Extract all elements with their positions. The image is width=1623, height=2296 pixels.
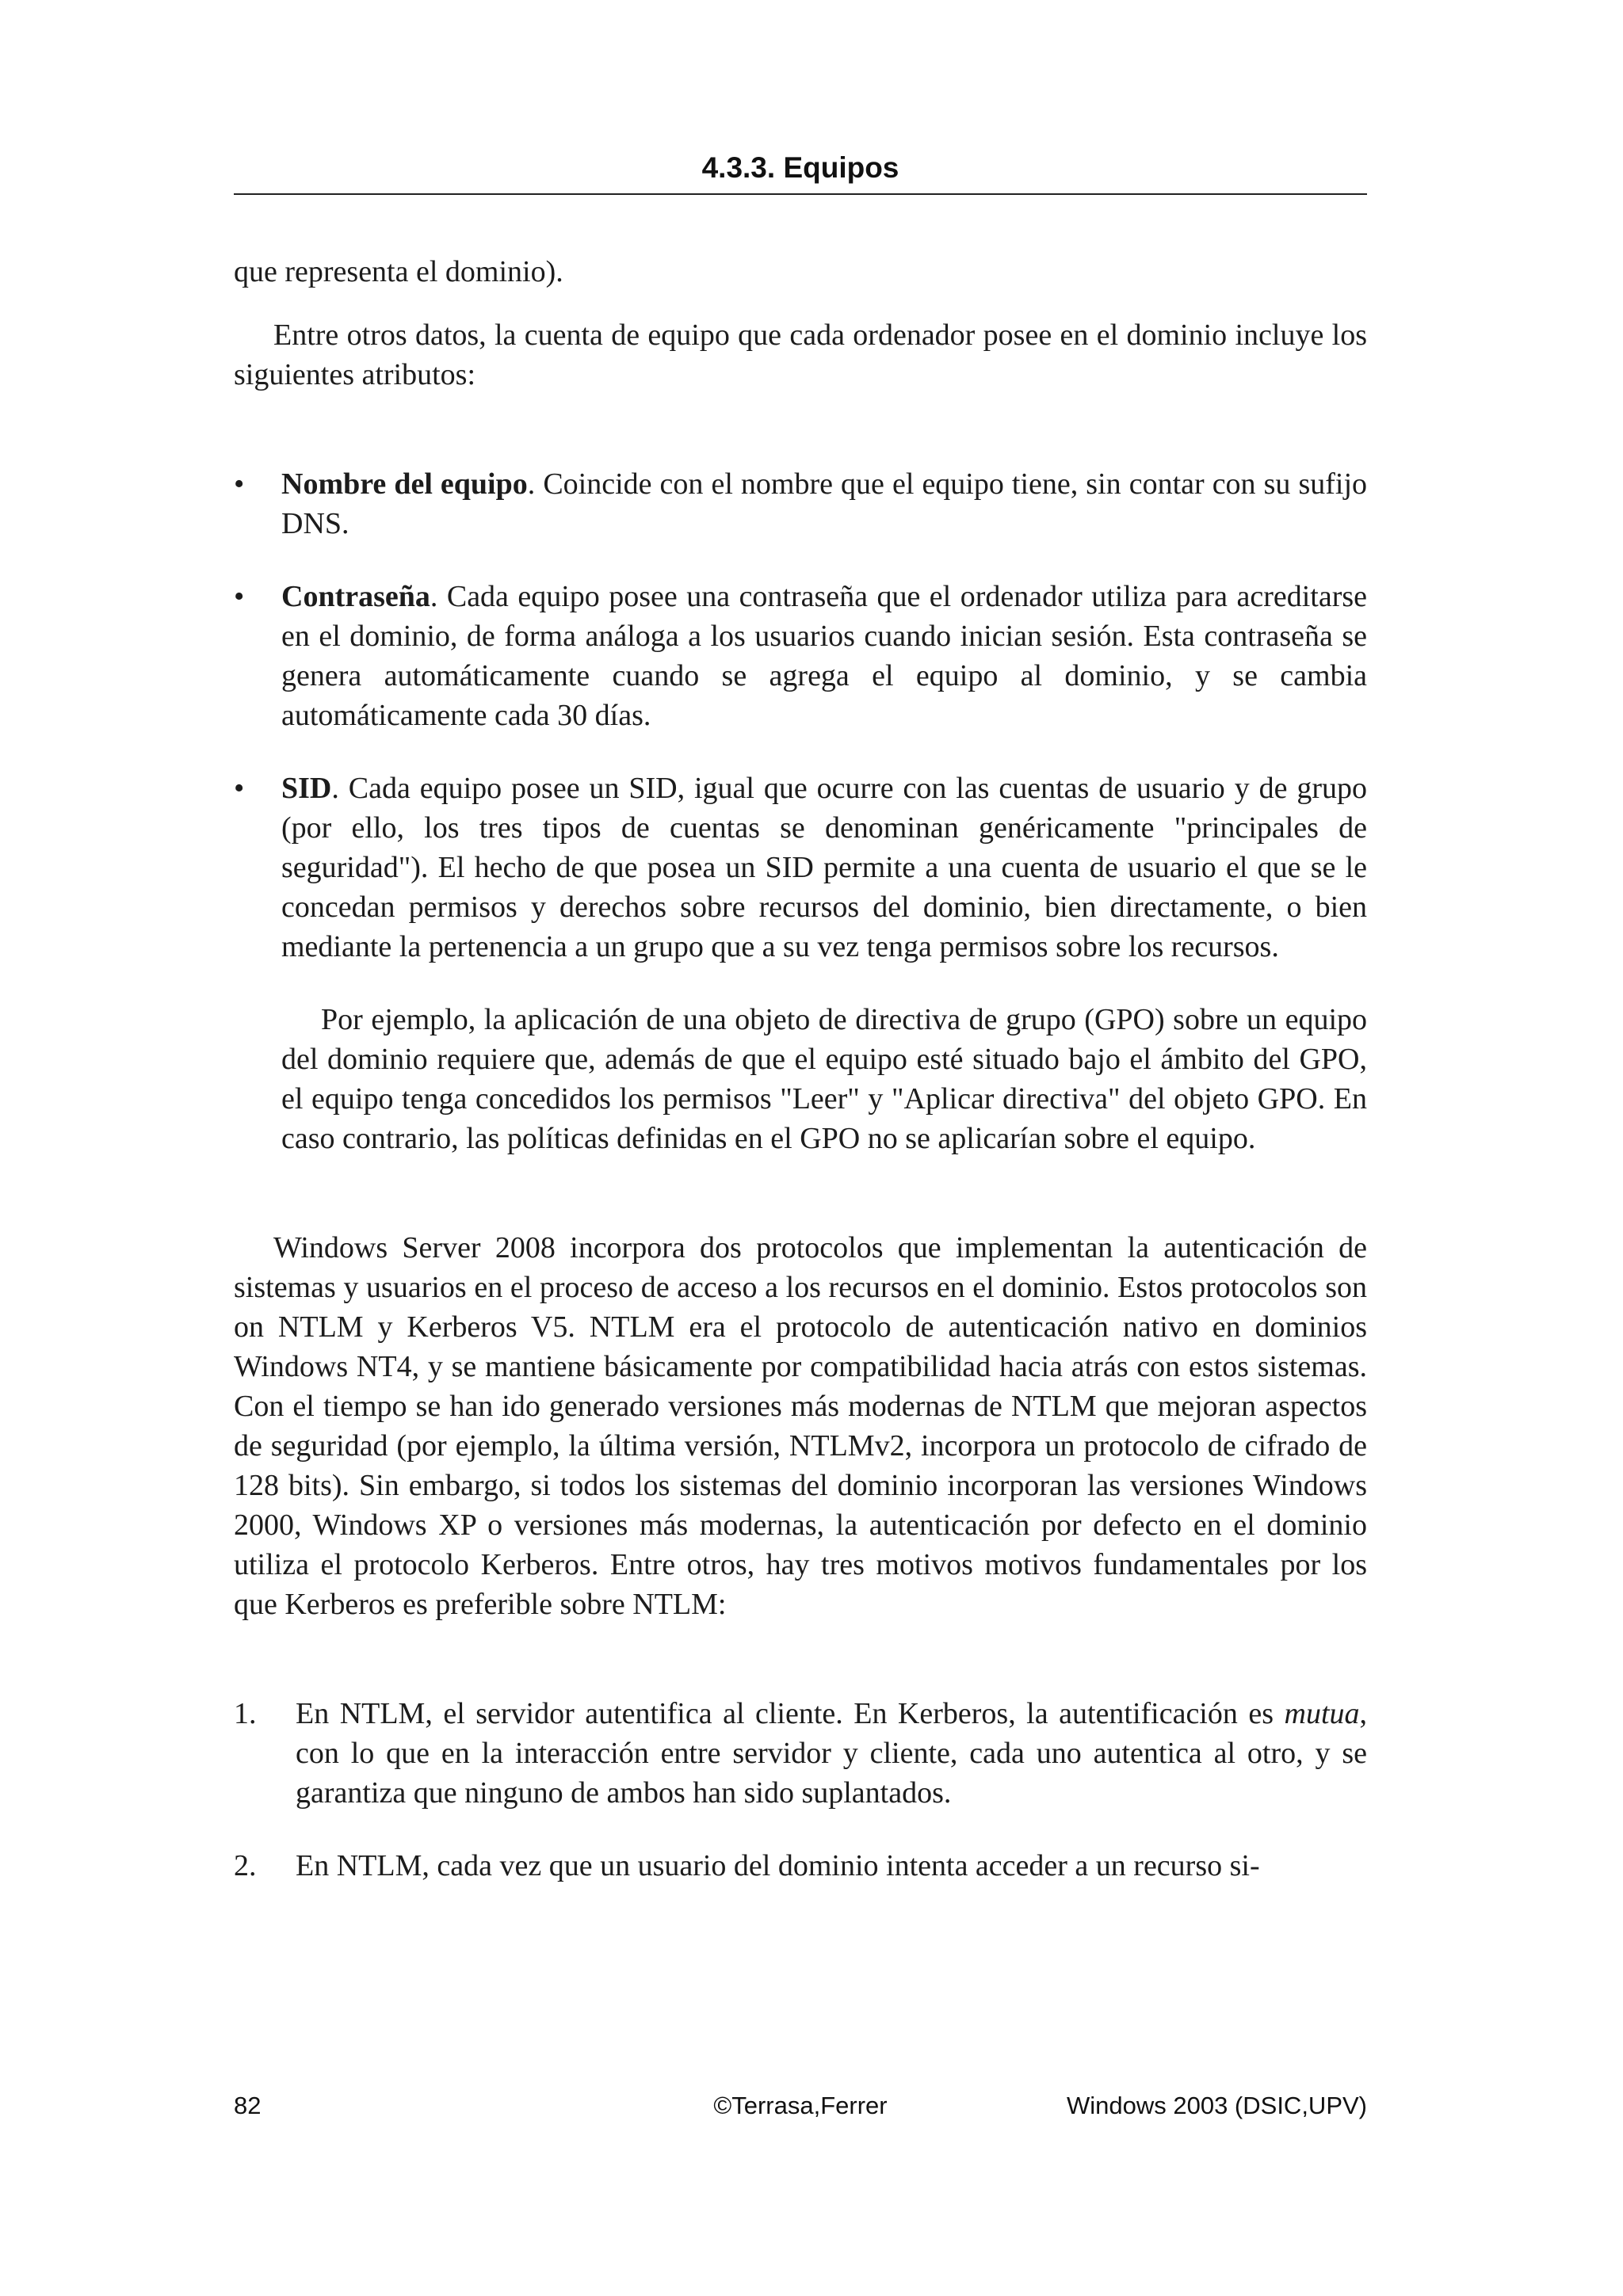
page-footer bbox=[234, 2088, 1367, 2123]
header-rule bbox=[234, 193, 1367, 195]
bullet-nombre-equipo bbox=[234, 464, 1367, 543]
bullet-sid bbox=[234, 769, 1367, 967]
bullet-icon: • bbox=[234, 580, 245, 613]
item-emphasis: mutua bbox=[1284, 1697, 1360, 1730]
item-text: , con lo que en la interacción entre servidor y cliente, cada uno autentica al otro, y se garantiza que ninguno de ambos han sido suplantados. bbox=[296, 1697, 1367, 1810]
page-number: 82 bbox=[234, 2092, 262, 2119]
footer-book-title: Windows 2003 (DSIC,UPV) bbox=[1066, 2092, 1367, 2119]
bullet-term: SID bbox=[281, 772, 332, 805]
section-title: 4.3.3. Equipos bbox=[701, 151, 899, 184]
footer-copyright: ©Terrasa,Ferrer bbox=[713, 2092, 888, 2119]
bullet-term: Nombre del equipo bbox=[281, 467, 528, 501]
numbered-item-1 bbox=[234, 1694, 1367, 1813]
bullet-icon: • bbox=[234, 772, 245, 805]
item-text: En NTLM, cada vez que un usuario del dominio intenta acceder a un recurso si- bbox=[296, 1849, 1260, 1882]
page bbox=[234, 0, 1367, 2296]
numbered-item-2 bbox=[234, 1846, 1367, 1886]
bullet-icon: • bbox=[234, 467, 245, 501]
paragraph-continuation: que representa el dominio). bbox=[234, 255, 563, 288]
bullet-text: . Coincide con el nombre que el equipo tiene, sin contar con su sufijo DNS. bbox=[281, 467, 1367, 540]
bullet-contrasena bbox=[234, 577, 1367, 735]
body-text bbox=[234, 252, 1367, 1886]
item-text: En NTLM, el servidor autentifica al cliente. En Kerberos, la autentificación es bbox=[296, 1697, 1285, 1730]
paragraph-sid-example: Por ejemplo, la aplicación de una objeto de directiva de grupo (GPO) sobre un equipo del dominio requiere que, además de que el equipo esté situado bajo el ámbito del GPO, el equipo tenga concedidos los permisos "Leer" y "Aplicar directiva" del objeto GPO. En caso contrario, las políticas definidas en el GPO no se aplicarían sobre el equipo. bbox=[281, 1003, 1367, 1155]
bullet-term: Contraseña bbox=[281, 580, 430, 613]
list-number: 1. bbox=[234, 1697, 257, 1730]
list-number: 2. bbox=[234, 1849, 257, 1882]
paragraph-protocols: Windows Server 2008 incorpora dos protocolos que implementan la autenticación de sistemas y usuarios en el proceso de acceso a los recursos en el dominio. Estos protocolos son on NTLM y Kerberos V5. NTLM era el protocolo de autenticación nativo en dominios Windows NT4, y se mantiene básicamente por compatibilidad hacia atrás con estos sistemas. Con el tiempo se han ido generado versiones más modernas de NTLM que mejoran aspectos de seguridad (por ejemplo, la última versión, NTLMv2, incorpora un protocolo de cifrado de 128 bits). Sin embargo, si todos los sistemas del dominio incorporan las versiones Windows 2000, Windows XP o versiones más modernas, la autenticación por defecto en el dominio utiliza el protocolo Kerberos. Entre otros, hay tres motivos motivos fundamentales por los que Kerberos es preferible sobre NTLM: bbox=[234, 1231, 1367, 1621]
bullet-text: . Cada equipo posee un SID, igual que ocurre con las cuentas de usuario y de grupo (por ello, los tres tipos de cuentas se denominan genéricamente "principales de seguridad"). El hecho de que posea un SID permite a una cuenta de usuario el que se le concedan permisos y derechos sobre recursos del dominio, bien directamente, o bien mediante la pertenencia a un grupo que a su vez tenga permisos sobre los recursos. bbox=[281, 772, 1367, 963]
paragraph-intro: Entre otros datos, la cuenta de equipo que cada ordenador posee en el dominio incluye los siguientes atributos: bbox=[234, 318, 1367, 391]
bullet-text: . Cada equipo posee una contraseña que el ordenador utiliza para acreditarse en el dominio, de forma análoga a los usuarios cuando inician sesión. Esta contraseña se genera automáticamente cuando se agrega el equipo al dominio, y se cambia automáticamente cada 30 días. bbox=[281, 580, 1367, 732]
